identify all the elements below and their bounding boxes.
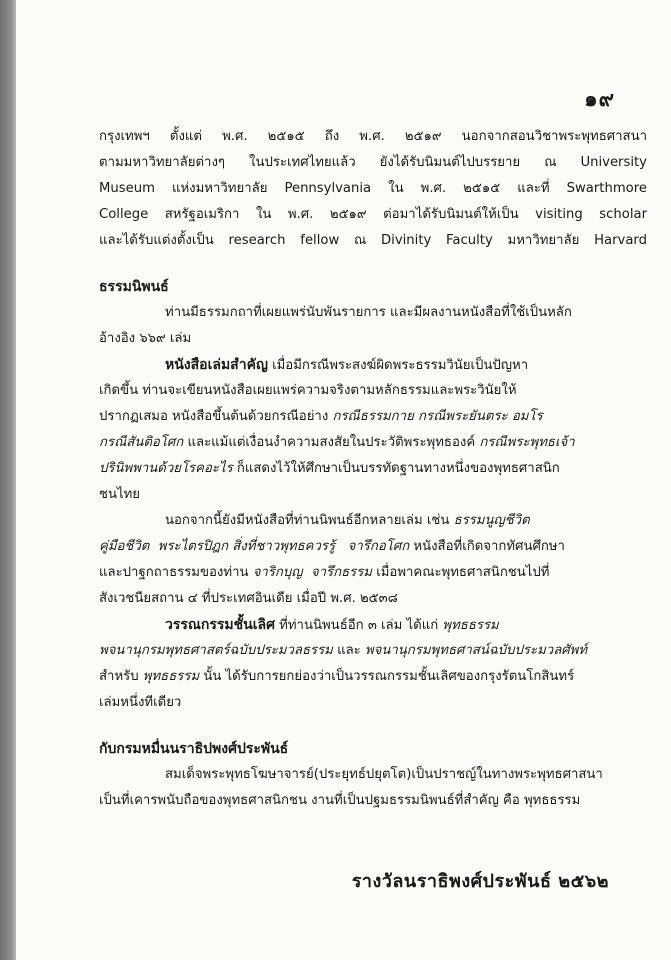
works-section	[99, 274, 647, 716]
works-intro-line: อ้างอิง ๖๖๙ เล่ม	[99, 331, 192, 346]
masterpiece-line: สำหรับ พุทธธรรม นั้น ได้รับการยกย่องว่าเป็นวรรณกรรมชั้นเลิศของกรุงรัตนโกสินทร์	[99, 669, 575, 684]
other-books-line: นอกจากนี้ยังมีหนังสือที่ท่านนิพนธ์อีกหลายเล่ม เช่น ธรรมนูญชีวิต	[165, 513, 530, 528]
prince-line: เป็นที่เคารพนับถือของพุทธศาสนิกชน งานที่เป็นปฐมธรรมนิพนธ์ที่สำคัญ คือ พุทธธรรม	[99, 793, 581, 808]
book-page	[16, 0, 671, 960]
page-left-edge-shadow	[0, 0, 16, 960]
page-number: ๑๙	[584, 87, 615, 111]
works-intro-line: ท่านมีธรรมกถาที่เผยแพร่นับพันรายการ และมีผลงานหนังสือที่ใช้เป็นหลัก	[165, 305, 572, 320]
masterpiece-line: พจนานุกรมพุทธศาสตร์ฉบับประมวลธรรม และ พจนานุกรมพุทธศาสน์ฉบับประมวลศัพท์	[99, 643, 588, 658]
intro-line: ตามมหาวิทยาลัยต่างๆ ในประเทศไทยแล้ว ยังได้รับนิมนต์ไปบรรยาย ณ University	[99, 155, 647, 170]
important-books-line: ชนไทย	[99, 487, 141, 502]
important-books-line: หนังสือเล่มสำคัญ เมื่อมีกรณีพระสงฆ์ผิดพระธรรมวินัยเป็นปัญหา	[165, 357, 529, 373]
prince-line: สมเด็จพระพุทธโฆษาจารย์(ประยุทธ์ปยุตโต)เป็นปราชญ์ในทางพระพุทธศาสนา	[165, 767, 603, 782]
book-title: คู่มือชีวิต	[99, 539, 150, 554]
book-title: ธรรมนูญชีวิต	[453, 513, 530, 528]
intro-line: College สหรัฐอเมริกา ใน พ.ศ. ๒๕๑๙ ต่อมาได้รับนิมนต์ให้เป็น visiting scholar	[99, 207, 647, 222]
book-title: กรณีพระพุทธเจ้า	[479, 435, 575, 450]
book-title: พระไตรปิฎก สิ่งที่ชาวพุทธควรรู้	[157, 539, 336, 554]
award-title: รางวัลนราธิพงศ์ประพันธ์ ๒๕๖๒	[351, 871, 609, 892]
important-books-line: กรณีสันติอโศก และแม้แต่เงื่อนงำความสงสัยในประวัติพระพุทธองค์ กรณีพระพุทธเจ้า	[99, 435, 575, 450]
intro-line: กรุงเทพฯ ตั้งแต่ พ.ศ. ๒๕๑๕ ถึง พ.ศ. ๒๕๑๙ นอกจากสอนวิชาพระพุทธศาสนา	[99, 129, 647, 144]
other-books-line: และปาฐกถาธรรมของท่าน จาริกบุญ จารึกธรรม เมื่อพาคณะพุทธศาสนิกชนไปที่	[99, 565, 550, 580]
intro-paragraph	[99, 124, 647, 254]
important-books-line: ปรินิพพานด้วยโรคอะไร ก็แสดงไว้ให้ศึกษาเป็นบรรทัดฐานทางหนึ่งของพุทธศาสนิก	[99, 461, 560, 476]
masterpiece-line: เล่มหนึ่งทีเดียว	[99, 695, 182, 710]
book-title: พุทธธรรม	[142, 669, 200, 684]
masterpiece-term: วรรณกรรมชั้นเลิศ	[165, 617, 275, 633]
other-books-line: สังเวชนียสถาน ๔ ที่ประเทศอินเดีย เมื่อปี พ.ศ. ๒๕๓๘	[99, 591, 398, 606]
important-books-term: หนังสือเล่มสำคัญ	[165, 357, 268, 373]
masterpiece-line: วรรณกรรมชั้นเลิศ ที่ท่านนิพนธ์อีก ๓ เล่ม ได้แก่ พุทธธรรม	[165, 617, 499, 633]
book-title: พจนานุกรมพุทธศาสตร์ฉบับประมวลธรรม	[99, 643, 333, 658]
intro-line: Museum แห่งมหาวิทยาลัย Pennsylvania ใน พ.ศ. ๒๕๑๕ และที่ Swarthmore	[99, 181, 647, 196]
important-books-line: เกิดขึ้น ท่านจะเขียนหนังสือเผยแพร่ความจริงตามหลักธรรมและพระวินัยให้	[99, 383, 517, 398]
other-books-line: คู่มือชีวิต พระไตรปิฎก สิ่งที่ชาวพุทธควรรู้ จารึกอโศก หนังสือที่เกิดจากทัศนศึกษา	[99, 539, 565, 554]
intro-line: และได้รับแต่งตั้งเป็น research fellow ณ Divinity Faculty มหาวิทยาลัย Harvard	[99, 233, 647, 248]
book-title: กรณีพระยันตระ อมโร	[418, 409, 543, 424]
book-title: ปรินิพพานด้วยโรคอะไร	[99, 461, 233, 476]
important-books-line: ปรากฏเสมอ หนังสือขึ้นต้นด้วยกรณีอย่าง กรณีธรรมกาย กรณีพระยันตระ อมโร	[99, 409, 543, 424]
prince-section	[99, 736, 647, 814]
book-title: จารึกอโศก	[347, 539, 410, 554]
book-title: จารึกธรรม	[310, 565, 372, 580]
book-title: พจนานุกรมพุทธศาสน์ฉบับประมวลศัพท์	[364, 643, 588, 658]
book-title: จาริกบุญ	[252, 565, 303, 580]
book-title: พุทธธรรม	[442, 618, 499, 633]
book-title: กรณีสันติอโศก	[99, 435, 184, 450]
section-heading-works: ธรรมนิพนธ์	[99, 279, 169, 295]
book-title: กรณีธรรมกาย	[332, 409, 414, 424]
section-heading-prince: กับกรมหมื่นนราธิปพงศ์ประพันธ์	[99, 741, 289, 757]
